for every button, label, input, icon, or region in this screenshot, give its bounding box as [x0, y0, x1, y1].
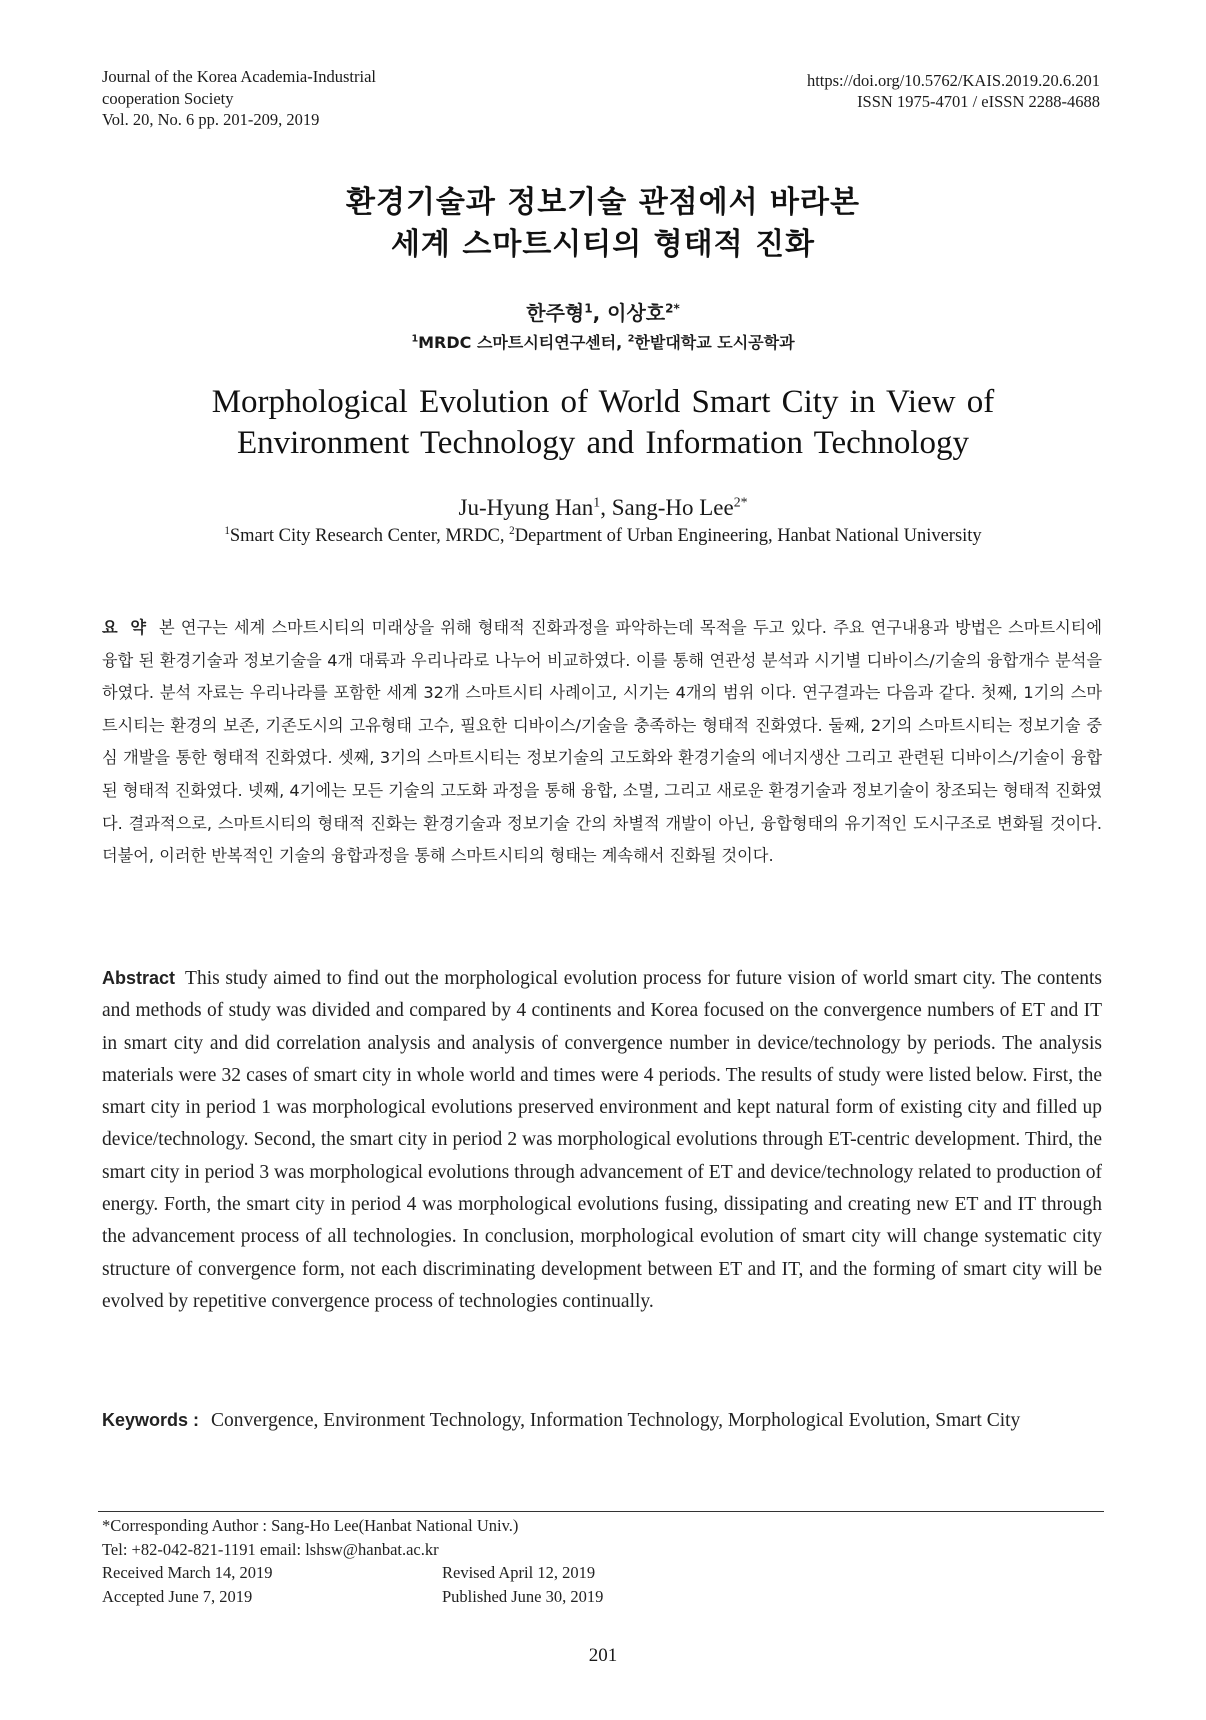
english-author-2: Sang-Ho Lee [611, 495, 734, 520]
english-affil-1-sup: 1 [224, 524, 230, 537]
english-title-line1: Morphological Evolution of World Smart City in View of [211, 384, 995, 420]
doi-block [807, 70, 1100, 112]
korean-authors [0, 300, 1206, 326]
footnote [102, 1514, 603, 1608]
english-title [0, 382, 1206, 464]
korean-author-2-sup: 2* [665, 301, 680, 316]
korean-author-1-sup: 1 [584, 301, 593, 316]
english-author-1-sup: 1 [593, 494, 601, 510]
journal-name-line2: cooperation Society [102, 88, 234, 108]
korean-affil-2: 한밭대학교 도시공학과 [634, 333, 795, 352]
english-affil-2: Department of Urban Engineering, Hanbat National University [514, 526, 982, 546]
korean-affil-2-sup: 2 [627, 333, 635, 345]
english-author-2-sup: 2* [733, 494, 748, 510]
korean-abstract-text: 본 연구는 세계 스마트시티의 미래상을 위해 형태적 진화과정을 파악하는데 목적을 두고 있다. 주요 연구내용과 방법은 스마트시티에 융합 된 환경기술과 정보기술을 4개 대륙과 우리나라로 나누어 비교하였다. 이를 통해 연관성 분석과 시기별 디바이스/기술의 융합개수 분석을 하였다. 분석 자료는 우리나라를 포함한 세계 32개 스마트시티 사례이고, 시기는 4개의 범위 이다. 연구결과는 다음과 같다. 첫째, 1기의 스마트시티는 환경의 보존, 기존도시의 고유형태 고수, 필요한 디바이스/기술을 충족하는 형태적 진화였다. 둘째, 2기의 스마트시티는 정보기술 중심 개발을 통한 형태적 진화였다. 셋째, 3기의 스마트시티는 정보기술의 고도화와 환경기술의 에너지생산 그리고 관련된 디바이스/기술이 융합된 형태적 진화였다. 넷째, 4기에는 모든 기술의 고도화 과정을 통해 융합, 소멸, 그리고 새로운 환경기술과 정보기술이 창조되는 형태적 진화였다. 결과적으로, 스마트시티의 형태적 진화는 환경기술과 정보기술 간의 차별적 개발이 아닌, 융합형태의 유기적인 도시구조로 변화될 것이다. 더불어, 이러한 반복적인 기술의 융합과정을 통해 스마트시티의 형태는 계속해서 진화될 것이다. [102, 618, 1102, 866]
english-abstract-label: Abstract [102, 968, 176, 988]
received-date: Received March 14, 2019 [102, 1563, 273, 1582]
korean-affil-1-sup: 1 [411, 333, 419, 345]
english-affil-2-sup: 2 [509, 524, 515, 537]
dates-row-2 [102, 1585, 603, 1609]
english-abstract-text: This study aimed to find out the morphological evolution process for future vision of world smart city. The contents and methods of study was divided and compared by 4 continents and Korea focused on the convergence numbers of ET and IT in smart city and did correlation analysis and analysis of convergence number in device/technology by periods. The analysis materials were 32 cases of smart city in whole world and times were 4 periods. The results of study were listed below. First, the smart city in period 1 was morphological evolutions preserved environment and kept natural form of existing city and filled up device/technology. Second, the smart city in period 2 was morphological evolutions through ET-centric development. Third, the smart city in period 3 was morphological evolutions through advancement of ET and device/technology related to production of energy. Forth, the smart city in period 4 was morphological evolutions fusing, dissipating and creating new ET and IT through the advancement process of all technologies. In conclusion, morphological evolution of smart city will change systematic city structure of convergence form, not each discriminating development between ET and IT, and the forming of smart city will be evolved by repetitive convergence process of technologies continually. [102, 968, 1102, 1312]
keywords-label: Keywords : [102, 1410, 200, 1430]
keywords-text: Convergence, Environment Technology, Information Technology, Morphological Evolution, Smart City [211, 1410, 1021, 1431]
page-number: 201 [588, 1645, 618, 1666]
korean-title-line1: 환경기술과 정보기술 관점에서 바라본 [345, 185, 860, 220]
dates-row-1 [102, 1561, 603, 1585]
english-authors [0, 494, 1206, 522]
journal-name-line1: Journal of the Korea Academia-Industrial [102, 67, 376, 86]
korean-title [0, 182, 1206, 266]
doi-link[interactable]: https://doi.org/10.5762/KAIS.2019.20.6.201 [806, 71, 1100, 90]
english-author-1: Ju-Hyung Han [458, 495, 594, 520]
korean-affiliations [0, 332, 1206, 354]
korean-author-1: 한주형 [526, 301, 585, 325]
english-author-sep: , [600, 495, 612, 520]
english-affiliations [0, 524, 1206, 548]
korean-abstract [102, 612, 1102, 873]
korean-affil-1: MRDC 스마트시티연구센터, [418, 333, 628, 352]
issn: ISSN 1975-4701 / eISSN 2288-4688 [857, 92, 1100, 111]
revised-date: Revised April 12, 2019 [442, 1563, 596, 1582]
contact-info: Tel: +82-042-821-1191 email: lshsw@hanbat.ac.kr [102, 1539, 439, 1559]
published-date: Published June 30, 2019 [442, 1586, 604, 1606]
korean-author-sep: , [592, 301, 608, 325]
journal-info [102, 66, 376, 131]
journal-volume: Vol. 20, No. 6 pp. 201-209, 2019 [102, 110, 320, 129]
footnote-divider [98, 1511, 1104, 1512]
korean-title-line2: 세계 스마트시티의 형태적 진화 [390, 227, 816, 262]
corresponding-author: *Corresponding Author : Sang-Ho Lee(Hanbat National Univ.) [102, 1516, 519, 1535]
english-title-line2: Environment Technology and Information Technology [236, 425, 969, 461]
accepted-date: Accepted June 7, 2019 [102, 1586, 253, 1606]
korean-abstract-label: 요 약 [102, 618, 149, 637]
english-abstract [102, 962, 1102, 1318]
korean-author-2: 이상호 [607, 301, 666, 325]
english-affil-1: Smart City Research Center, MRDC, [229, 526, 510, 546]
keywords [102, 1404, 1102, 1437]
